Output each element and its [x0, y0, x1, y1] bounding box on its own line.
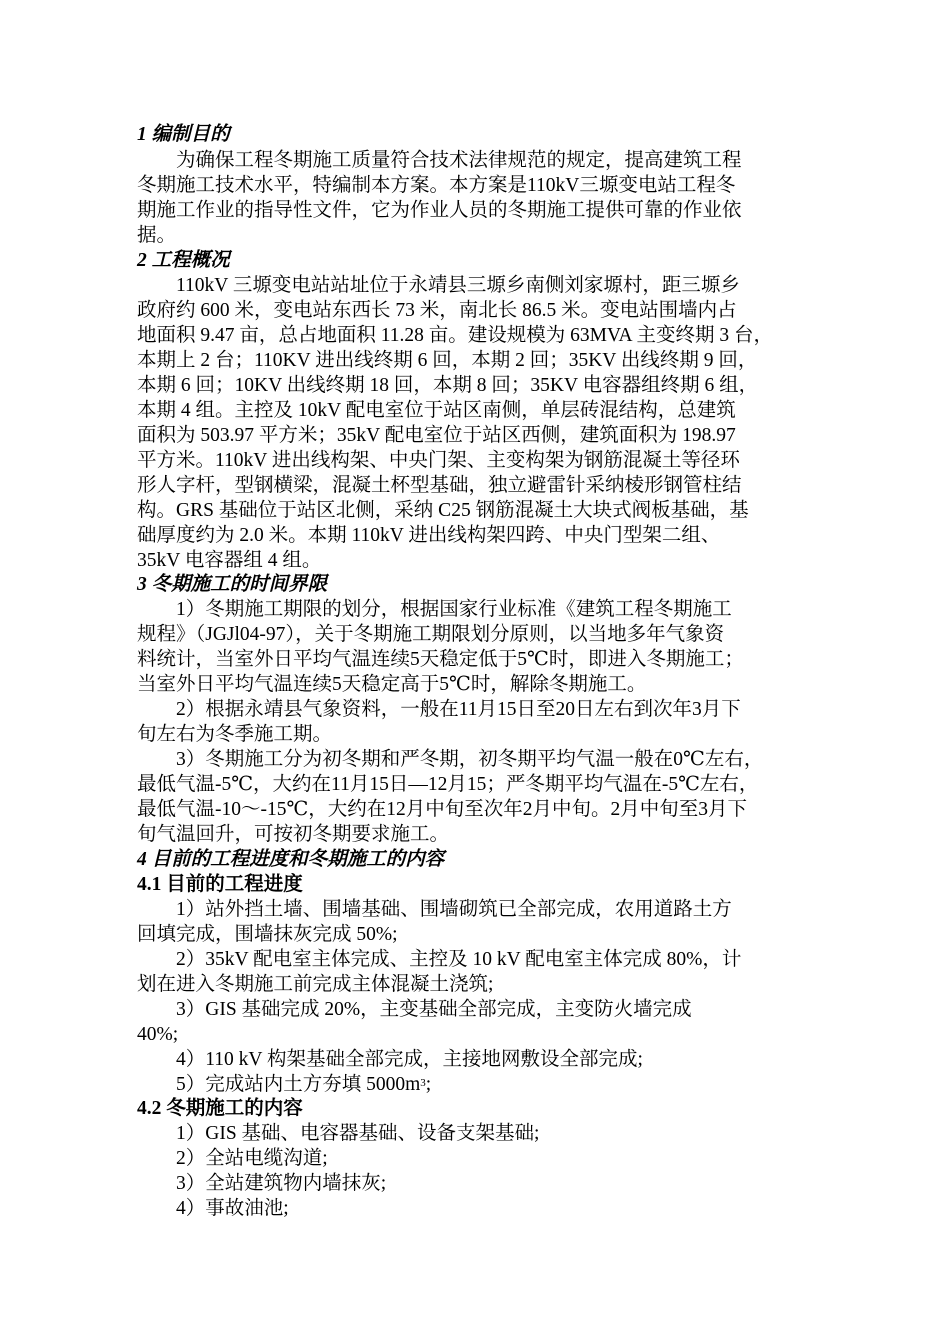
heading-4-1: 4.1 目前的工程进度 — [137, 874, 303, 895]
para-1-line-4: 据。 — [137, 225, 177, 246]
para-3-line-3: 料统计，当室外日平均气温连续5天稳定低于5℃时，即进入冬期施工； — [137, 649, 744, 670]
para-4-line-2: 旬左右为冬季施工期。 — [137, 724, 333, 745]
superscript-3: 3 — [420, 1077, 426, 1089]
content-item-2: 2）全站电缆沟道; — [176, 1148, 328, 1169]
progress-item-5-end: ; — [425, 1074, 432, 1095]
progress-item-2-line-1: 2）35kV 配电室主体完成、主控及 10 kV 配电室主体完成 80%，计 — [176, 949, 742, 970]
para-2-line-10: 构。GRS 基础位于站区北侧，采纳 C25 钢筋混凝土大块式阀板基础，基 — [137, 500, 749, 521]
para-2-line-3: 地面积 9.47 亩，总占地面积 11.28 亩。建设规模为 63MVA 主变终期 3 台， — [137, 325, 773, 346]
content-item-1: 1）GIS 基础、电容器基础、设备支架基础; — [176, 1123, 540, 1144]
para-5-line-4: 旬气温回升，可按初冬期要求施工。 — [137, 824, 450, 845]
para-2-line-12: 35kV 电容器组 4 组。 — [137, 550, 322, 571]
content-item-3: 3）全站建筑物内墙抹灰; — [176, 1173, 387, 1194]
heading-1: 1 编制目的 — [137, 124, 230, 145]
para-1-line-1: 为确保工程冬期施工质量符合技术法律规范的规定，提高建筑工程 — [176, 150, 742, 171]
para-1-line-2: 冬期施工技术水平，特编制本方案。本方案是110kV三塬变电站工程冬 — [137, 175, 736, 196]
progress-item-3-line-2: 40%; — [137, 1024, 179, 1045]
progress-item-5-text: 5）完成站内土方夯填 5000m — [176, 1074, 421, 1095]
para-2-line-8: 平方米。110kV 进出线构架、中央门架、主变构架为钢筋混凝土等径环 — [137, 450, 740, 471]
para-2-line-9: 形人字杆，型钢横梁，混凝土杯型基础，独立避雷针采纳棱形钢管柱结 — [137, 475, 742, 496]
progress-item-2-line-2: 划在进入冬期施工前完成主体混凝土浇筑; — [137, 974, 494, 995]
content-item-4: 4）事故油池; — [176, 1198, 289, 1219]
para-5-line-3: 最低气温-10～-15℃，大约在12月中旬至次年2月中旬。2月中旬至3月下 — [137, 799, 748, 820]
progress-item-5 — [176, 1073, 431, 1097]
para-2-line-4: 本期上 2 台；110KV 进出线终期 6 回，本期 2 回；35KV 出线终期 9 回， — [137, 350, 758, 371]
para-2-line-2: 政府约 600 米，变电站东西长 73 米，南北长 86.5 米。变电站围墙内占 — [137, 300, 737, 321]
para-2-line-11: 础厚度约为 2.0 米。本期 110kV 进出线构架四跨、中央门型架二组、 — [137, 525, 721, 546]
para-5-line-1: 3）冬期施工分为初冬期和严冬期，初冬期平均气温一般在0℃左右， — [176, 749, 764, 770]
para-4-line-1: 2）根据永靖县气象资料，一般在11月15日至20日左右到次年3月下 — [176, 699, 741, 720]
para-2-line-6: 本期 4 组。主控及 10kV 配电室位于站区南侧，单层砖混结构，总建筑 — [137, 400, 736, 421]
para-3-line-4: 当室外日平均气温连续5天稳定高于5℃时，解除冬期施工。 — [137, 674, 647, 695]
para-1-line-3: 期施工作业的指导性文件，它为作业人员的冬期施工提供可靠的作业依 — [137, 200, 742, 221]
heading-2: 2 工程概况 — [137, 250, 230, 271]
heading-4: 4 目前的工程进度和冬期施工的内容 — [137, 849, 445, 870]
para-2-line-1: 110kV 三塬变电站站址位于永靖县三塬乡南侧刘家塬村，距三塬乡 — [176, 275, 740, 296]
progress-item-1-line-1: 1）站外挡土墙、围墙基础、围墙砌筑已全部完成，农用道路土方 — [176, 899, 732, 920]
para-3-line-2: 规程》（JGJl04-97），关于冬期施工期限划分原则，以当地多年气象资 — [137, 624, 725, 645]
heading-3: 3 冬期施工的时间界限 — [137, 574, 328, 595]
para-5-line-2: 最低气温-5℃，大约在11月15日—12月15；严冬期平均气温在-5℃左右， — [137, 774, 759, 795]
para-2-line-5: 本期 6 回；10KV 出线终期 18 回，本期 8 回；35KV 电容器组终期 6 组， — [137, 375, 759, 396]
para-2-line-7: 面积为 503.97 平方米；35kV 配电室位于站区西侧，建筑面积为 198.97 — [137, 425, 736, 446]
progress-item-3-line-1: 3）GIS 基础完成 20%，主变基础全部完成，主变防火墙完成 — [176, 999, 692, 1020]
para-3-line-1: 1）冬期施工期限的划分，根据国家行业标准《建筑工程冬期施工 — [176, 599, 732, 620]
heading-4-2: 4.2 冬期施工的内容 — [137, 1098, 303, 1119]
progress-item-1-line-2: 回填完成，围墙抹灰完成 50%; — [137, 924, 398, 945]
progress-item-4: 4）110 kV 构架基础全部完成，主接地网敷设全部完成; — [176, 1049, 643, 1070]
